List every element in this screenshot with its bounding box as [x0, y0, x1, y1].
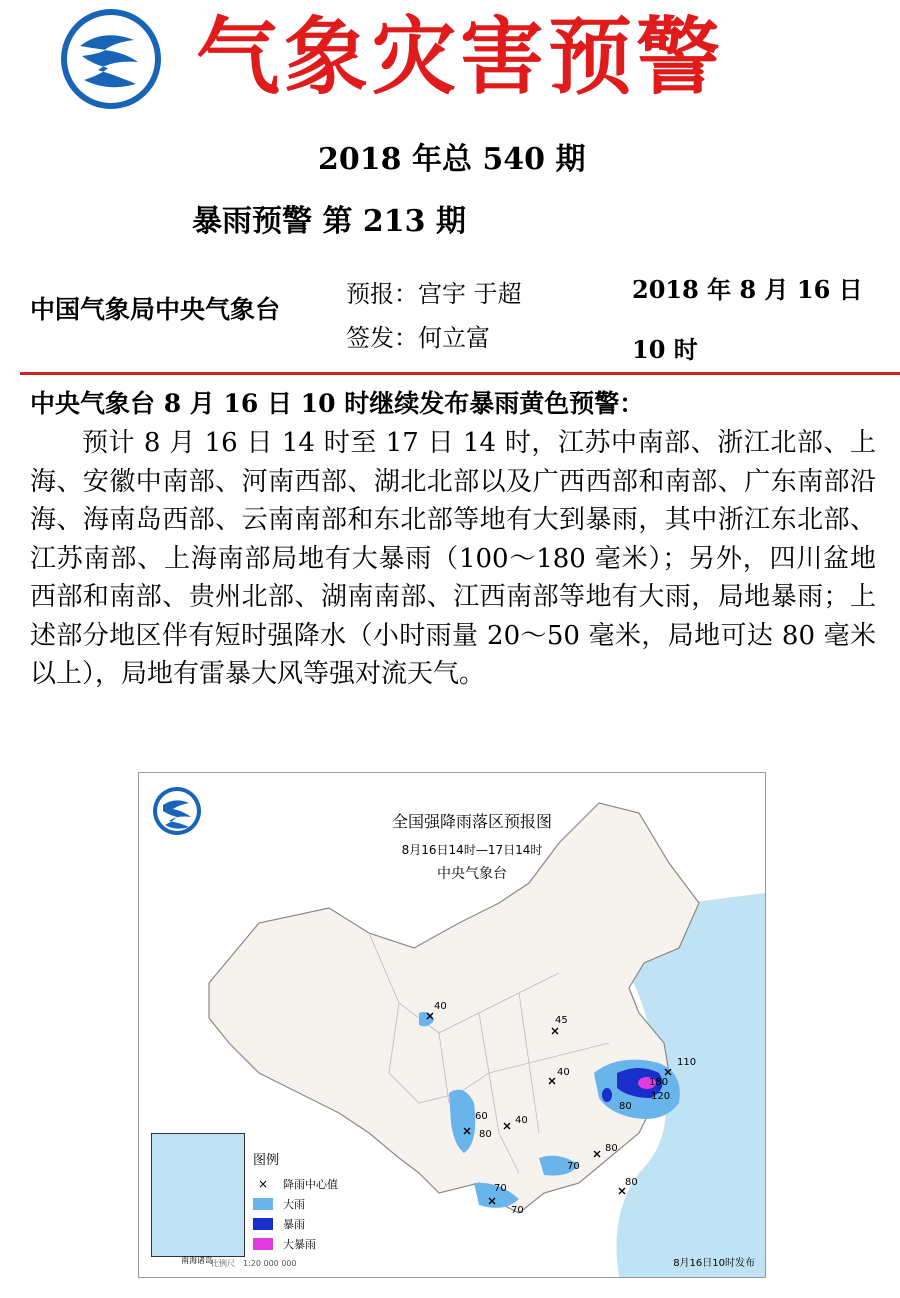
document-title: 气象灾害预警	[196, 7, 725, 106]
center-value: 60	[475, 1111, 488, 1122]
map-scale: 比例尺 1:20 000 000	[211, 1259, 297, 1268]
cma-logo-icon	[58, 6, 164, 112]
legend-label: 大暴雨	[283, 1238, 316, 1251]
signer-line: 签发：何立富	[346, 324, 490, 352]
legend-title: 图例	[253, 1153, 280, 1168]
legend-item-torrential	[253, 1234, 338, 1254]
south-china-sea-inset	[151, 1133, 245, 1257]
legend-swatch	[253, 1218, 273, 1230]
center-value: 80	[619, 1101, 632, 1112]
map-legend	[253, 1149, 338, 1254]
center-value: 45	[555, 1015, 568, 1026]
center-value: 80	[605, 1143, 618, 1154]
header-divider	[20, 372, 900, 375]
warning-body: 预计 8 月 16 日 14 时至 17 日 14 时，江苏中南部、浙江北部、上海、安徽中南部、河南西部、湖北北部以及广西西部和南部、广东南部沿海、海南岛西部、云南南部和东北部等地有大到暴雨，其中浙江东北部、江苏南部、上海南部局地有大暴雨（100～180 毫米）；另外，四川盆地西部和南部、贵州北部、湖南南部、江西南部等地有大雨，局地暴雨；上述部分地区伴有短时强降水（小时雨量 20～50 毫米，局地可达 80 毫米以上），局地有雷暴大风等强对流天气。	[30, 428, 876, 689]
center-value: 40	[434, 1001, 447, 1012]
cross-marker-icon: ×	[257, 1177, 269, 1191]
issue-number-total: 2018 年总 540 期	[318, 142, 586, 177]
center-value: 80	[625, 1177, 638, 1188]
legend-label: 降雨中心值	[283, 1178, 338, 1191]
legend-swatch	[253, 1238, 273, 1250]
center-value: 40	[557, 1067, 570, 1078]
map-issuer: 中央气象台	[437, 866, 507, 882]
legend-label: 暴雨	[283, 1218, 305, 1231]
legend-swatch	[253, 1198, 273, 1210]
rainstorm-area-anhui	[602, 1088, 612, 1102]
legend-item-heavy-rain	[253, 1194, 338, 1214]
legend-label: 大雨	[283, 1198, 305, 1211]
center-value: 70	[567, 1161, 580, 1172]
center-value: 70	[494, 1183, 507, 1194]
map-issue-time: 8月16日10时发布	[673, 1258, 755, 1269]
inset-label: 南海诸岛	[181, 1256, 213, 1265]
center-value: 110	[677, 1057, 697, 1068]
issue-number-rainstorm: 暴雨预警 第 213 期	[192, 204, 466, 239]
legend-item-center	[253, 1174, 338, 1194]
map-time-range: 8月16日14时—17日14时	[401, 843, 543, 857]
forecaster-line: 预报：宫宇 于超	[346, 280, 522, 308]
issuing-agency: 中国气象局中央气象台	[30, 295, 281, 324]
legend-item-rainstorm	[253, 1214, 338, 1234]
center-value: 80	[479, 1129, 492, 1140]
center-value: 70	[511, 1205, 524, 1216]
issue-datetime: 2018 年 8 月 16 日 10 时	[632, 275, 863, 364]
warning-headline: 中央气象台 8 月 16 日 10 时继续发布暴雨黄色预警：	[30, 389, 645, 418]
map-title: 全国强降雨落区预报图	[391, 812, 552, 831]
center-value: 120	[651, 1091, 671, 1102]
center-value: 40	[515, 1115, 528, 1126]
center-value: 180	[649, 1077, 669, 1088]
rainfall-forecast-map	[138, 772, 766, 1278]
